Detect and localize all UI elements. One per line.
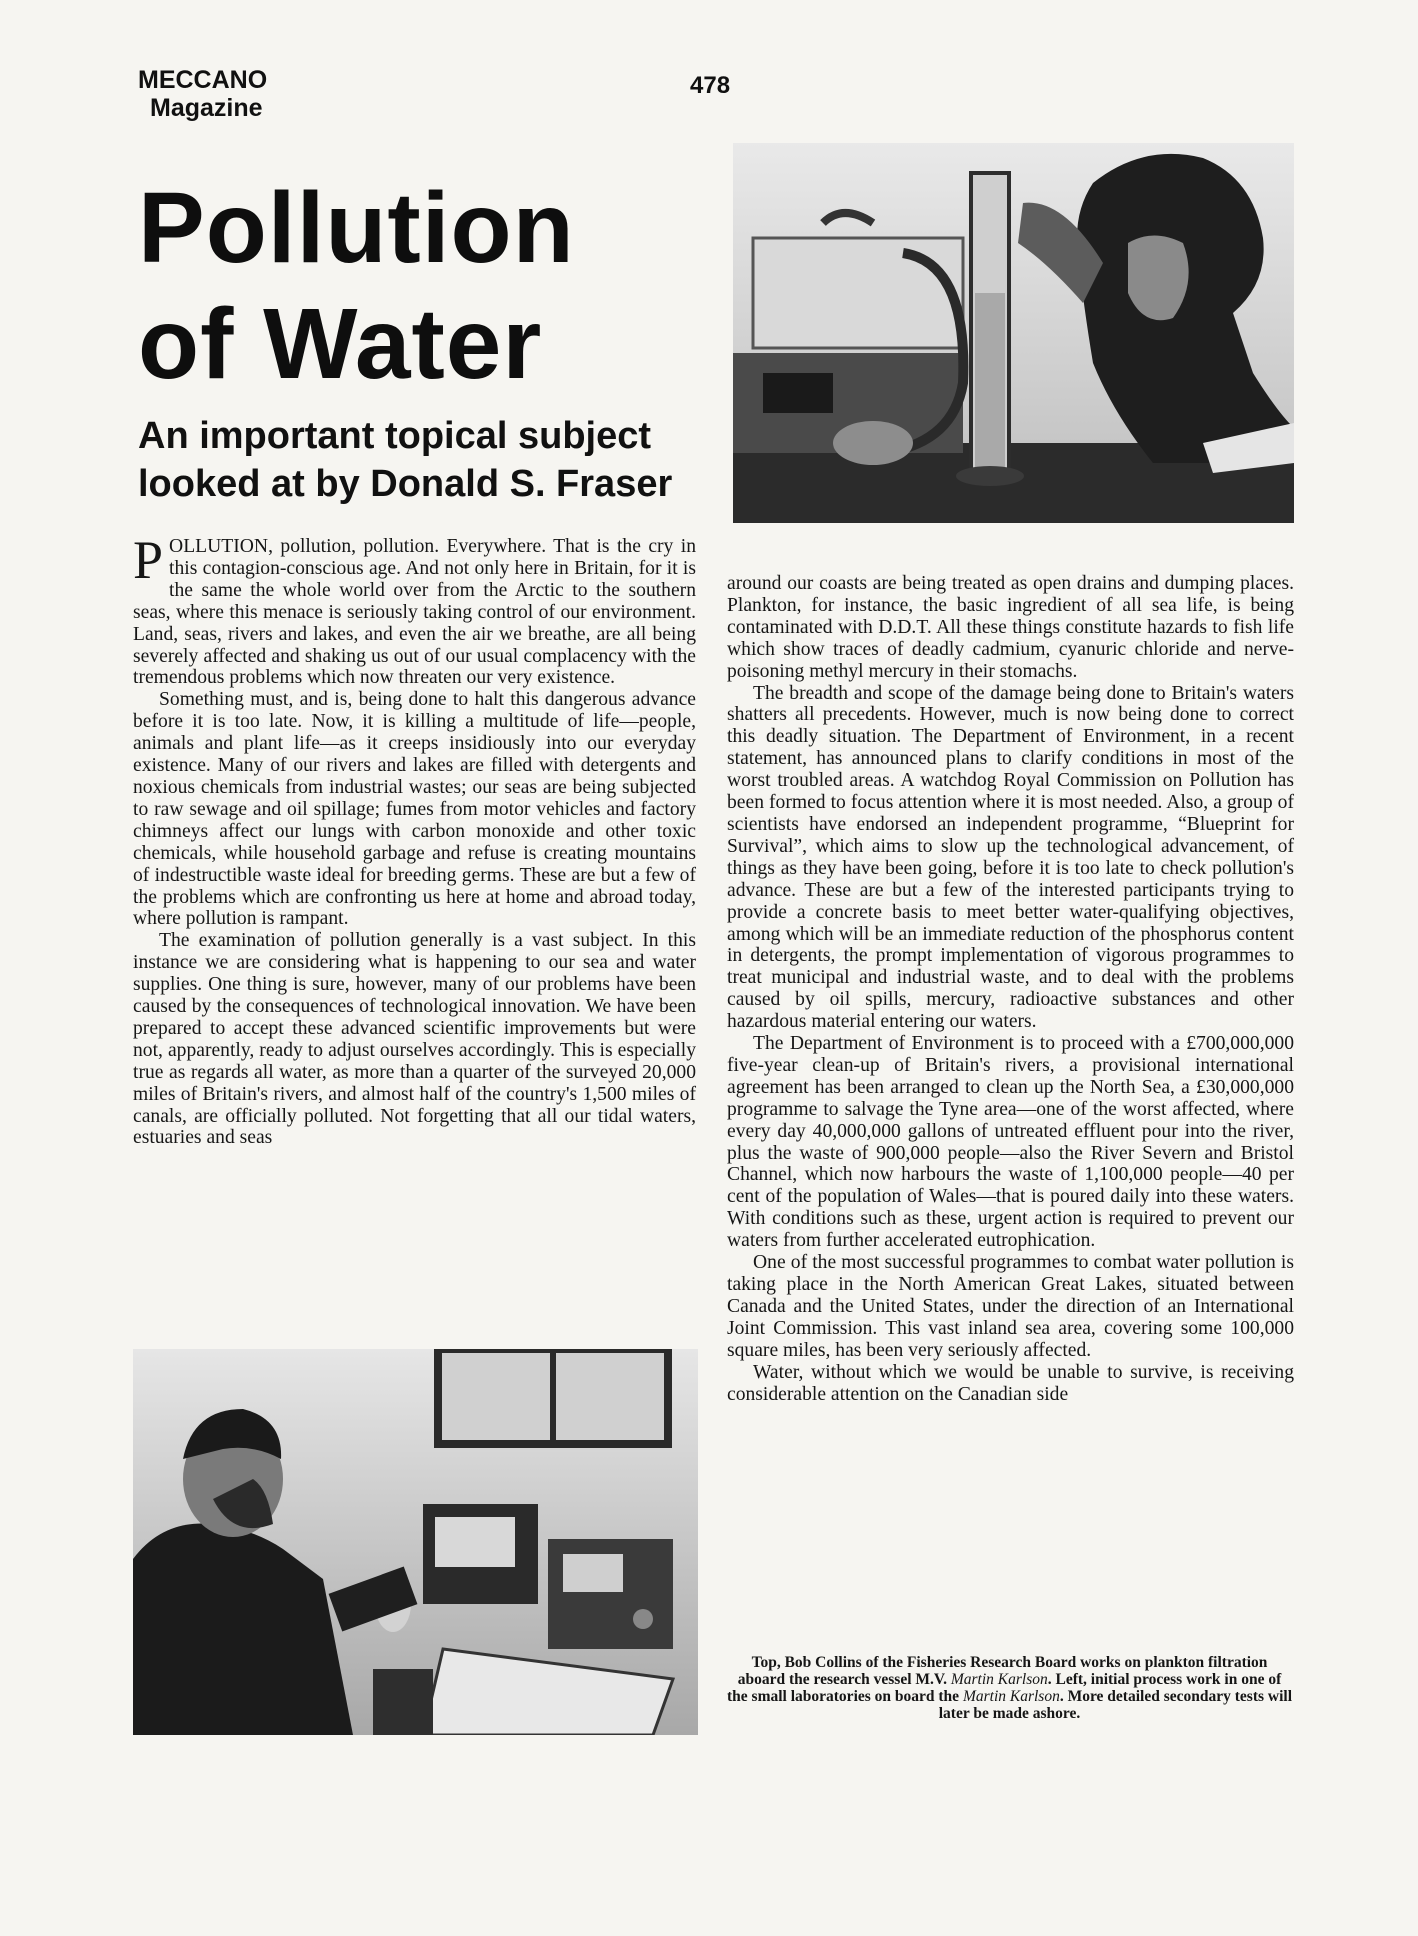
caption-text: . More detailed secondary tests will later be made ashore. [938,1688,1293,1722]
article-subtitle [138,412,698,508]
title-line-2: of Water [138,288,543,400]
paragraph: The breadth and scope of the damage being done to Britain's waters shatters all precedents. However, much is now being done to correct this deadly situation. The Department of Environment, in a recent statement, has announced plans to clarify conditions in most of the worst troubled areas. A watchdog Royal Commission on Pollution has been formed to focus attention where it is most needed. Also, a group of scientists have endorsed an independent programme, “Blueprint for Survival”, which aims to slow up the technological advancement, of things as they have been going, before it is too late to check pollution's advance. These are but a few of the interested participants trying to provide a concrete basis to meet better water-qualifying objectives, among which will be an immediate reduction of the phosphorus content in detergents, the prompt implementation of vigorous programmes to treat municipal and industrial waste, and to deal with the problems caused by oil spills, mercury, radioactive substances and other hazardous material entering our waters. [727,682,1294,1033]
caption-vessel-name: Martin Karlson [962,1688,1060,1705]
paragraph: Something must, and is, being done to halt this dangerous advance before it is too late. Now, it is killing a multitude of life—people, animals and plant life—as it creeps insidiously into our everyday existence. Many of our rivers and lakes are filled with detergents and noxious chemicals from industrial wastes; our seas are being subjected to raw sewage and oil spillage; fumes from motor vehicles and factory chimneys affect our lungs with carbon monoxide and other toxic chemicals, while household garbage and refuse is creating mountains of indestructible waste ideal for breeding germs. These are but a few of the problems which are confronting us here at home and abroad today, where pollution is rampant. [133,689,696,930]
caption-vessel-name: Martin Karlson [950,1671,1048,1688]
photo-plankton-filtration [733,143,1294,523]
magazine-masthead [138,66,338,122]
paragraph: Water, without which we would be unable to survive, is receiving considerable attention on the Canadian side [727,1361,1294,1405]
subtitle-line-1: An important topical subject [138,415,652,457]
subtitle-line-2: looked at by Donald S. Fraser [138,463,673,505]
paragraph: The Department of Environment is to proceed with a £700,000,000 five-year clean-up of Britain's rivers, a provisional international agreement has been arranged to clean up the North Sea, a £30,000,000 programme to salvage the Tyne area—one of the worst affected, where every day 40,000,000 gallons of untreated effluent pour into the river, plus the waste of 900,000 people—also the River Severn and Bristol Channel, which now harbours the waste of 1,100,000 people—40 per cent of the population of Wales—that is poured daily into these waters. With conditions such as these, urgent action is required to prevent our waters from further accelerated eutrophication. [727,1033,1294,1252]
paragraph-text: OLLUTION, pollution, pollution. Everywhere. That is the cry in this contagion-conscious age. And not only here in Britain, for it is the same the whole world over from the Arctic to the southern seas, where this menace is seriously taking control of our environment. Land, seas, rivers and lakes, and even the air we breathe, are all being severely affected and shaking us out of our usual complacency with the tremendous problems which now threaten our very existence. [133,536,696,689]
article-column-right [727,573,1294,1405]
photo-caption [727,1654,1292,1722]
title-line-1: Pollution [138,172,575,284]
caption-text: . Left, initial process work in one of the small laboratories on board the [727,1671,1282,1705]
article-title [138,170,698,402]
page-number: 478 [690,72,731,99]
paragraph: The examination of pollution generally is a vast subject. In this instance we are considering what is happening to our sea and water supplies. One thing is sure, however, many of our problems have been caused by the consequences of technological innovation. We have been prepared to accept these advanced scientific improvements but were not, apparently, ready to adjust ourselves accordingly. This is especially true as regards all water, as more than a quarter of the surveyed 20,000 miles of Britain's rivers, and almost half of the country's 1,500 miles of canals, are officially polluted. Not forgetting that all our tidal waters, estuaries and seas [133,930,696,1149]
photo-ship-laboratory [133,1349,698,1735]
paragraph: One of the most successful programmes to combat water pollution is taking place in the North American Great Lakes, situated between Canada and the United States, under the direction of an International Joint Commission. This vast inland sea area, covering some 100,000 square miles, has been very seriously affected. [727,1252,1294,1361]
drop-cap: P [133,530,164,590]
masthead-line-2: Magazine [150,94,263,122]
masthead-line-1: MECCANO [138,66,268,94]
caption-text: Top, Bob Collins of the Fisheries Research Board works on plankton filtration aboard the research vessel M.V. [737,1654,1268,1688]
article-column-left [133,530,696,1149]
paragraph: around our coasts are being treated as open drains and dumping places. Plankton, for instance, the basic ingredient of all sea life, is being contaminated with D.D.T. All these things constitute hazards to fish life which show traces of deadly cadmium, cyanuric chloride and nerve-poisoning methyl mercury in their stomachs. [727,573,1294,682]
paragraph [133,530,696,689]
